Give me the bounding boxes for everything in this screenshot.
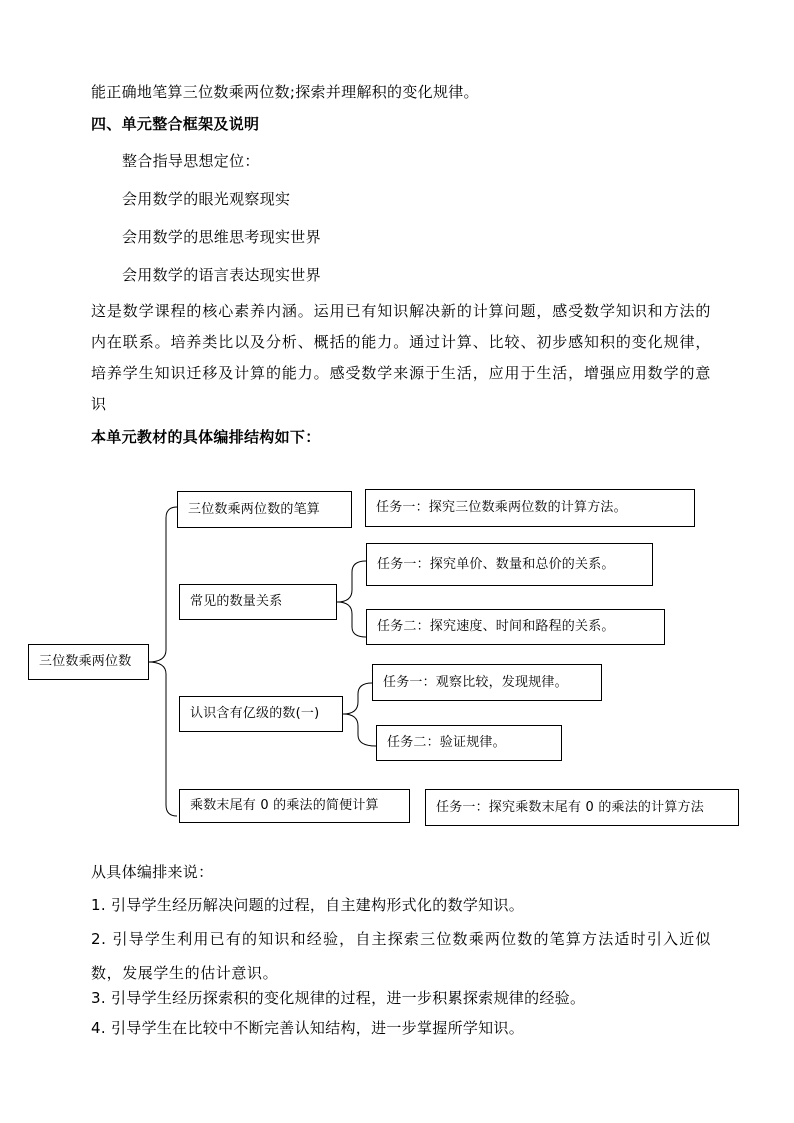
guide-item: 会用数学的语言表达现实世界 [122, 266, 321, 284]
branch-node: 三位数乘两位数的笔算 [177, 491, 352, 528]
branch-node: 常见的数量关系 [179, 584, 337, 620]
closing-item: 3. 引导学生经历探索积的变化规律的过程，进一步积累探索规律的经验。 [91, 989, 586, 1007]
structure-heading: 本单元教材的具体编排结构如下： [91, 428, 321, 446]
diagram-root-node: 三位数乘两位数 [28, 644, 149, 680]
section-heading: 四、单元整合框架及说明 [91, 115, 260, 133]
intro-line: 能正确地笔算三位数乘两位数;探索并理解积的变化规律。 [91, 83, 479, 101]
task-node: 任务一：探究单价、数量和总价的关系。 [366, 543, 653, 586]
guide-title: 整合指导思想定位： [122, 152, 260, 170]
branch-node: 乘数末尾有 0 的乘法的简便计算 [179, 789, 410, 823]
closing-item: 4. 引导学生在比较中不断完善认知结构，进一步掌握所学知识。 [91, 1019, 525, 1037]
branch-node: 认识含有亿级的数(一) [179, 696, 343, 732]
guide-item: 会用数学的思维思考现实世界 [122, 228, 321, 246]
task-node: 任务一：观察比较，发现规律。 [372, 664, 602, 701]
core-paragraph: 这是数学课程的核心素养内涵。运用已有知识解决新的计算问题，感受数学知识和方法的内在联系。培养类比以及分析、概括的能力。通过计算、比较、初步感知积的变化规律，培养学生知识迁移及计算的能力。感受数学来源于生活，应用于生活，增强应用数学的意识 [91, 302, 711, 413]
task-node: 任务二：探究速度、时间和路程的关系。 [366, 609, 665, 645]
guide-item: 会用数学的眼光观察现实 [122, 190, 291, 208]
closing-item: 1. 引导学生经历解决问题的过程，自主建构形式化的数学知识。 [91, 896, 525, 914]
closing-item: 2. 引导学生利用已有的知识和经验，自主探索三位数乘两位数的笔算方法适时引入近似数，发展学生的估计意识。 [91, 930, 711, 982]
task-node: 任务一：探究三位数乘两位数的计算方法。 [365, 489, 695, 527]
task-node: 任务一：探究乘数末尾有 0 的乘法的计算方法 [425, 789, 739, 826]
task-node: 任务二：验证规律。 [376, 725, 562, 761]
closing-intro: 从具体编排来说： [91, 863, 214, 881]
